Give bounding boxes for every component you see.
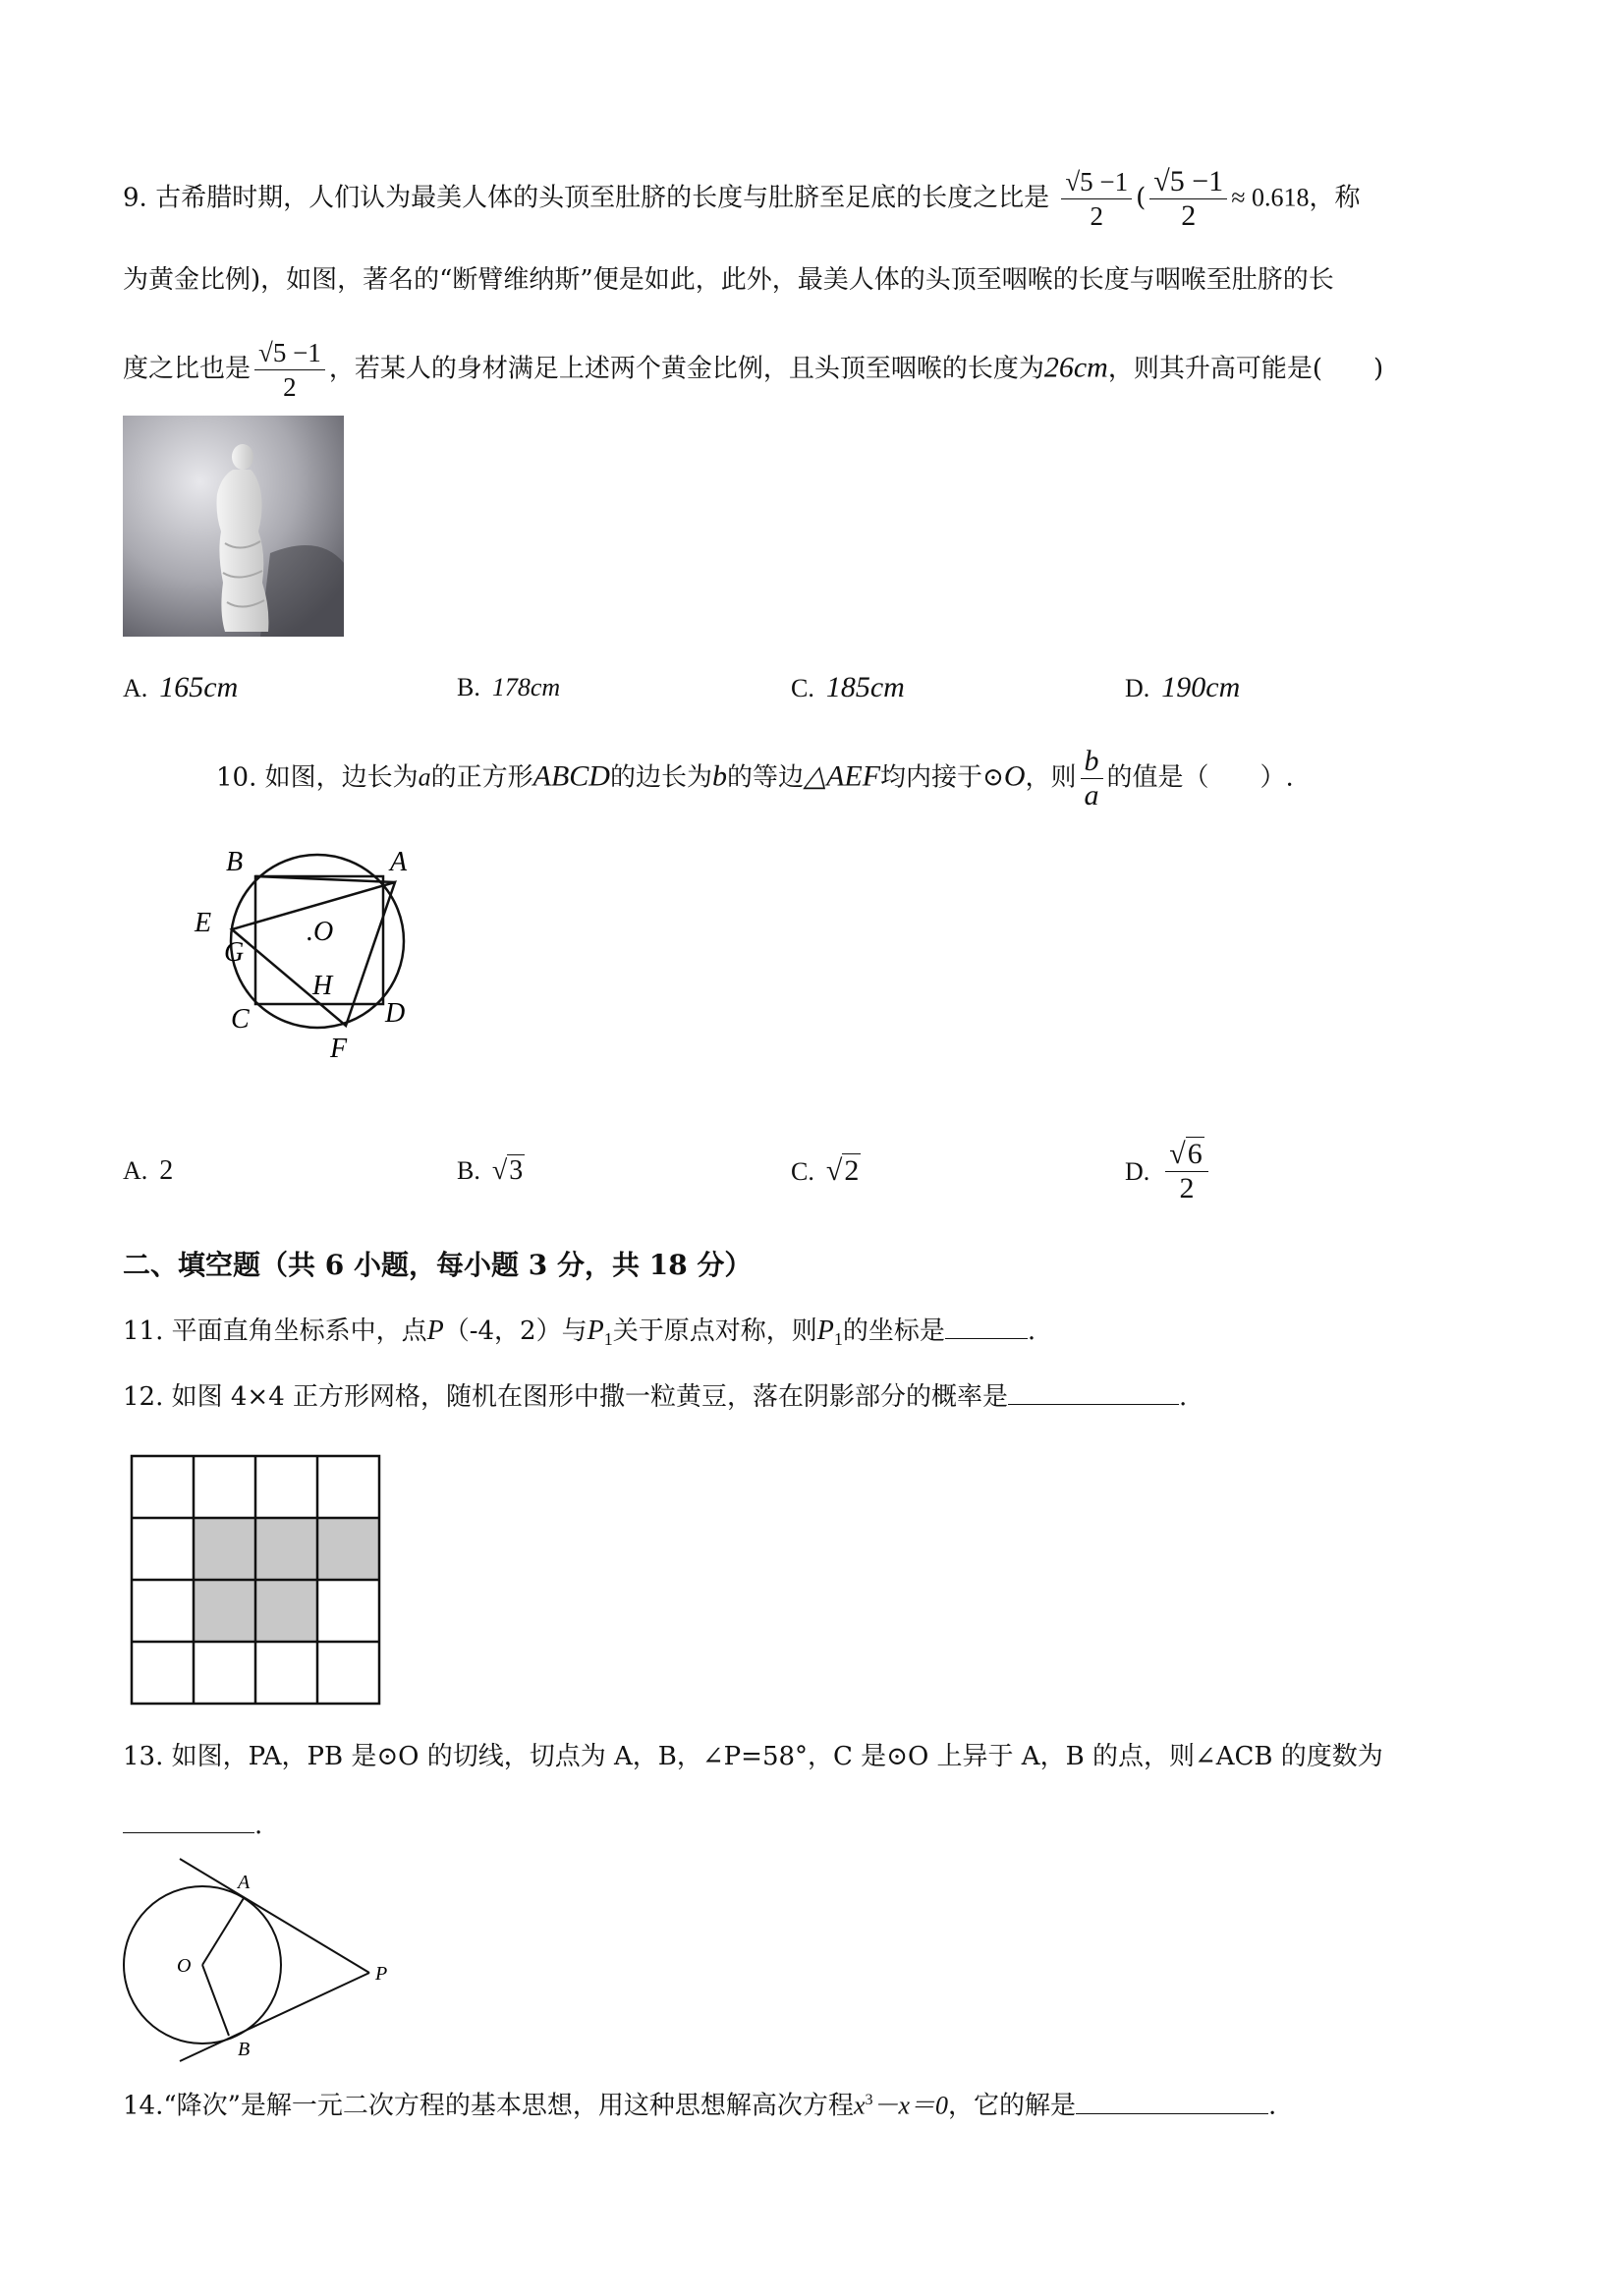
q10-text: 的值是（ ）. bbox=[1106, 762, 1294, 793]
answer-blank[interactable] bbox=[1076, 2088, 1268, 2114]
answer-blank[interactable] bbox=[945, 1313, 1028, 1339]
circle-name: O bbox=[1003, 759, 1026, 793]
answer-blank[interactable] bbox=[1008, 1378, 1179, 1405]
q12-grid-figure bbox=[128, 1452, 385, 1709]
period: . bbox=[1268, 2091, 1277, 2121]
option-label: B. bbox=[457, 1156, 480, 1185]
q11-text: 关于原点对称，则 bbox=[612, 1316, 817, 1346]
option-fraction: $\frac{√6}{2}$ bbox=[1165, 1138, 1207, 1205]
q9-option-d[interactable] bbox=[1125, 668, 1240, 708]
q9-text-end: ，称 bbox=[1309, 183, 1361, 213]
q13-tangent-figure bbox=[116, 1857, 411, 2068]
frac-numerator: √5 −1 bbox=[1061, 165, 1132, 199]
point-p: P bbox=[426, 1316, 444, 1346]
label-p: P bbox=[375, 1963, 388, 1985]
q10-option-c[interactable]: C. √2 bbox=[791, 1154, 860, 1187]
q9-option-b[interactable] bbox=[457, 668, 560, 707]
section-fill-in-title: 二、填空题（共 6 小题，每小题 3 分，共 18 分） bbox=[123, 1249, 753, 1281]
golden-ratio-fraction-3 bbox=[254, 336, 325, 404]
label-b: B bbox=[226, 847, 244, 877]
label-g: G bbox=[224, 937, 245, 968]
label-e: E bbox=[195, 908, 212, 938]
q10-text: 10. 如图，边长为 bbox=[216, 762, 419, 793]
label-o: .O bbox=[307, 917, 334, 947]
q9-option-c[interactable] bbox=[791, 668, 905, 708]
q10-circle-figure bbox=[187, 835, 442, 1071]
option-numerator: 6 bbox=[1187, 1138, 1203, 1170]
q14-text: ，它的解是 bbox=[948, 2091, 1077, 2121]
q9-line3 bbox=[123, 336, 1383, 404]
q9-option-a[interactable] bbox=[123, 668, 238, 708]
label-c: C bbox=[231, 1004, 250, 1035]
q13-line1: 13. 如图，PA，PB 是⊙O 的切线，切点为 A，B，∠P=58°，C 是⊙O 上异于 A，B 的点，则∠ACB 的度数为 bbox=[123, 1742, 1383, 1771]
var-b: b bbox=[711, 759, 727, 793]
radius-oa bbox=[202, 1898, 244, 1965]
q9-text: ，则其升高可能是( ) bbox=[1107, 354, 1384, 384]
q12-line bbox=[123, 1377, 1187, 1417]
q9-line2: 为黄金比例)，如图，著名的“断臂维纳斯”便是如此，此外，最美人体的头顶至咽喉的长度与咽喉至肚脐的长 bbox=[123, 265, 1334, 295]
option-label: C. bbox=[791, 1157, 814, 1186]
shaded-cell bbox=[255, 1518, 317, 1580]
q10-option-b[interactable]: B. √3 bbox=[457, 1155, 524, 1186]
option-value: 2 bbox=[844, 1154, 860, 1187]
option-label: B. bbox=[457, 673, 480, 701]
label-o: O bbox=[177, 1955, 192, 1977]
q11-text: （-4，2）与 bbox=[443, 1316, 588, 1346]
option-label: A. bbox=[123, 674, 148, 702]
option-value: 178cm bbox=[491, 673, 561, 701]
option-value: 3 bbox=[509, 1155, 524, 1186]
q10-text: 均内接于⊙ bbox=[880, 762, 1004, 793]
q9-text: 9. 古希腊时期，人们认为最美人体的头顶至肚脐的长度与肚脐至足底的长度之比是 bbox=[123, 183, 1050, 213]
venus-statue-image bbox=[123, 416, 344, 637]
option-denominator: 2 bbox=[1179, 1172, 1195, 1204]
shaded-cell bbox=[255, 1580, 317, 1642]
var-a: a bbox=[418, 762, 431, 792]
tangent-pb bbox=[180, 1973, 369, 2061]
square-name: ABCD bbox=[532, 759, 610, 793]
frac-denominator: 2 bbox=[1090, 201, 1103, 231]
approx-value: ≈ 0.618 bbox=[1231, 183, 1310, 212]
q14-line bbox=[123, 2081, 1276, 2126]
eq-x: x bbox=[853, 2091, 866, 2120]
shaded-cell bbox=[194, 1518, 255, 1580]
label-h: H bbox=[312, 971, 333, 1001]
period: . bbox=[254, 1811, 263, 1840]
label-a: A bbox=[390, 847, 408, 877]
q10-text: ，则 bbox=[1025, 762, 1077, 793]
q13-line2 bbox=[123, 1806, 262, 1845]
eq-exponent: 3 bbox=[865, 2092, 873, 2108]
eq-rest: －x＝0 bbox=[872, 2091, 949, 2120]
point-p1: P bbox=[816, 1316, 834, 1346]
shaded-cell bbox=[194, 1580, 255, 1642]
radius-ob bbox=[202, 1965, 229, 2036]
subscript: 1 bbox=[833, 1329, 843, 1350]
shaded-cell bbox=[317, 1518, 379, 1580]
q11-text: 11. 平面直角坐标系中，点 bbox=[123, 1316, 427, 1346]
q10-text: 的正方形 bbox=[430, 762, 533, 793]
period: . bbox=[1179, 1382, 1188, 1412]
option-value: 2 bbox=[159, 1155, 174, 1186]
label-a: A bbox=[238, 1872, 251, 1893]
frac-numerator: b bbox=[1081, 745, 1103, 779]
option-label: C. bbox=[791, 674, 814, 702]
golden-ratio-fraction-2 bbox=[1149, 165, 1227, 233]
golden-ratio-fraction bbox=[1061, 165, 1132, 233]
option-value: 190cm bbox=[1161, 671, 1241, 703]
q10-option-d[interactable] bbox=[1125, 1138, 1212, 1205]
q10-text: 的边长为 bbox=[609, 762, 712, 793]
b-over-a-fraction bbox=[1081, 745, 1103, 812]
frac-denominator: a bbox=[1084, 779, 1099, 812]
frac-numerator: √5 −1 bbox=[254, 336, 325, 370]
q9-line1 bbox=[123, 165, 1360, 233]
frac-denominator: 2 bbox=[1181, 199, 1197, 232]
q12-text: 12. 如图 4×4 正方形网格，随机在图形中撒一粒黄豆，落在阴影部分的概率是 bbox=[123, 1382, 1009, 1412]
period: . bbox=[1027, 1316, 1036, 1346]
option-label: D. bbox=[1125, 1156, 1150, 1186]
frac-denominator: 2 bbox=[283, 372, 297, 402]
option-value: 185cm bbox=[825, 671, 905, 703]
label-f: F bbox=[330, 1034, 348, 1064]
triangle-name: △AEF bbox=[804, 759, 881, 793]
q10-line bbox=[216, 745, 1294, 812]
grid-lines bbox=[132, 1456, 379, 1704]
subscript: 1 bbox=[603, 1329, 613, 1350]
answer-blank[interactable] bbox=[123, 1807, 254, 1833]
paren: ( bbox=[1136, 183, 1147, 213]
point-p1: P bbox=[587, 1316, 604, 1346]
q9-text: ，若某人的身材满足上述两个黄金比例，且头顶至咽喉的长度为 bbox=[328, 354, 1044, 384]
option-label: D. bbox=[1125, 674, 1150, 702]
length-value: 26cm bbox=[1043, 351, 1108, 384]
label-b: B bbox=[238, 2039, 251, 2060]
option-label: A. bbox=[123, 1156, 148, 1185]
q14-text: 14.“降次”是解一元二次方程的基本思想，用这种思想解高次方程 bbox=[123, 2091, 854, 2121]
frac-numerator: √5 −1 bbox=[1149, 165, 1227, 199]
q9-text: 度之比也是 bbox=[123, 354, 252, 384]
q11-line bbox=[123, 1312, 1035, 1359]
q10-text: 的等边 bbox=[726, 762, 804, 793]
q11-text: 的坐标是 bbox=[842, 1316, 945, 1346]
q10-option-a[interactable] bbox=[123, 1151, 173, 1191]
option-value: 165cm bbox=[159, 671, 239, 703]
label-d: D bbox=[385, 998, 406, 1029]
